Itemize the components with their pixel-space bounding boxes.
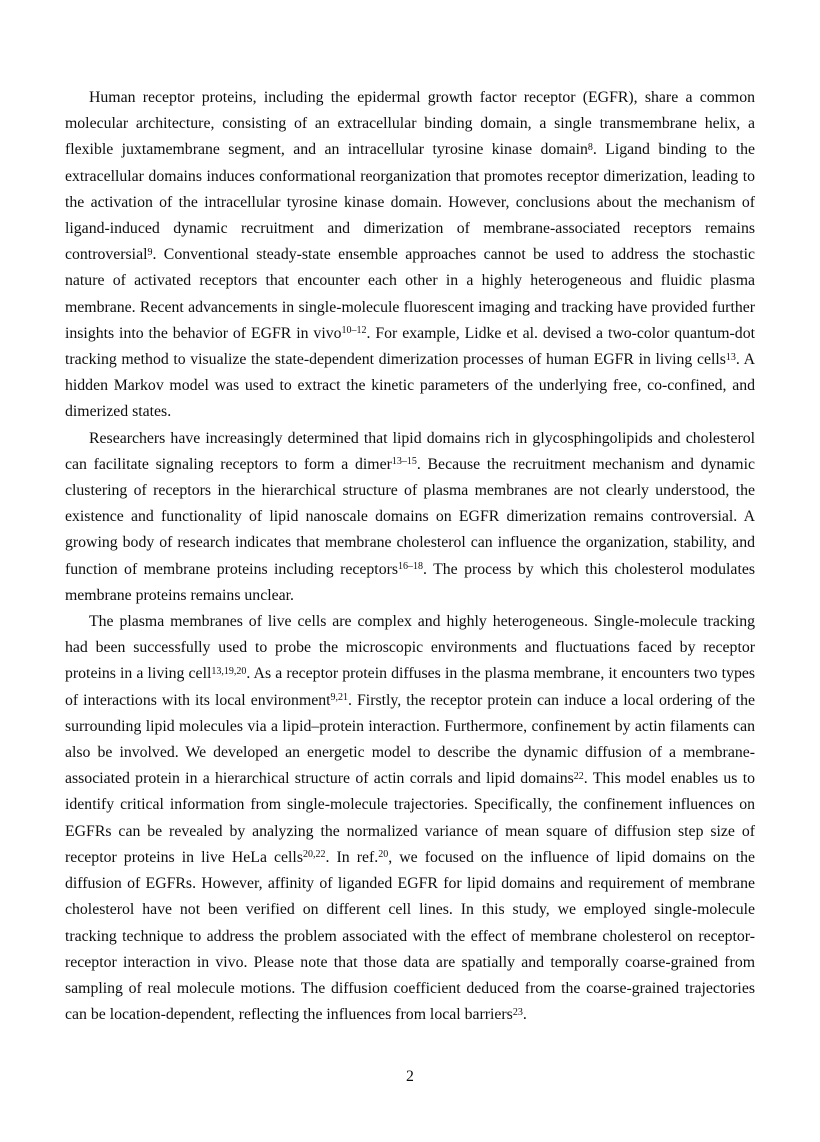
reference-superscript: 10–12	[341, 325, 367, 337]
reference-superscript: 13–15	[391, 456, 417, 468]
text-segment: . A hidden Markov model was used to extract the kinetic parameters of the underlying free, co-confined, and dimerized states.	[65, 351, 755, 421]
paragraph	[65, 426, 755, 609]
reference-superscript: 13	[725, 351, 736, 363]
reference-superscript: 13,19,20	[211, 665, 247, 677]
reference-superscript: 20	[378, 849, 389, 861]
text-segment: . As a receptor protein diffuses in the plasma membrane, it encounters two types of interactions with its local environment	[65, 665, 756, 709]
reference-superscript: 23	[512, 1006, 523, 1018]
text-segment: . For example, Lidke et al. devised a two-color quantum-dot tracking method to visualize the state-dependent dimerization processes of human EGFR in living cells	[65, 324, 755, 369]
text-segment: The plasma membranes of live cells are complex and highly heterogeneous. Single-molecule tracking had been successfully used to probe the microscopic environments and fluctuations faced by receptor proteins in a living cell	[65, 613, 755, 683]
text-segment: . Ligand binding to the extracellular domains induces conformational reorganization that promotes receptor dimerization, leading to the activation of the intracellular tyrosine kinase domain. However, conclusions about the mechanism of ligand-induced dynamic recruitment and dimerization of membrane-associated receptors remains controversial	[65, 141, 755, 264]
text-segment: . The process by which this cholesterol modulates membrane proteins remains unclear.	[65, 560, 755, 604]
document-body	[65, 85, 755, 1028]
text-segment: .	[522, 1006, 527, 1024]
text-segment: Human receptor proteins, including the epidermal growth factor receptor (EGFR), share a common molecular architecture, consisting of an extracellular binding domain, a single transmembrane helix, a flexible juxtamembrane segment, and an intracellular tyrosine kinase domain	[65, 89, 755, 159]
text-segment: , we focused on the influence of lipid domains on the diffusion of EGFRs. However, affinity of liganded EGFR for lipid domains and requirement of membrane cholesterol have not been verified on different cell lines. In this study, we employed single-molecule tracking technique to address the problem associated with the effect of membrane cholesterol on receptor-receptor interaction in vivo. Please note that those data are spatially and temporally coarse-grained from sampling of real molecule motions. The diffusion coefficient deduced from the coarse-grained trajectories can be location-dependent, reflecting the influences from local barriers	[65, 848, 755, 1024]
reference-superscript: 20,22	[302, 849, 326, 861]
paragraph	[65, 85, 755, 426]
text-segment: Researchers have increasingly determined that lipid domains rich in glycosphingolipids and cholesterol can facilitate signaling receptors to form a dimer	[65, 429, 755, 473]
text-segment: . In ref.	[325, 848, 379, 866]
reference-superscript: 16–18	[398, 561, 424, 573]
page-number: 2	[406, 1068, 414, 1085]
text-segment: . Conventional steady-state ensemble approaches cannot be used to address the stochastic nature of activated receptors that encounter each other in a highly heterogeneous and fluidic plasma membrane. Recent advancements in single-molecule fluorescent imaging and tracking have provided further insights into the behavior of EGFR in vivo	[65, 246, 755, 342]
reference-superscript: 8	[587, 141, 593, 153]
reference-superscript: 22	[573, 770, 584, 782]
text-segment: . Because the recruitment mechanism and dynamic clustering of receptors in the hierarchical structure of plasma membranes are not clearly understood, the existence and functionality of lipid nanoscale domains on EGFR dimerization remains controversial. A growing body of research indicates that membrane cholesterol can influence the organization, stability, and function of membrane proteins including receptors	[65, 455, 755, 578]
reference-superscript: 9,21	[330, 692, 349, 704]
paragraph	[65, 609, 755, 1028]
reference-superscript: 9	[147, 246, 153, 258]
text-segment: . This model enables us to identify critical information from single-molecule trajectories. Specifically, the confinement influences on EGFRs can be revealed by analyzing the normalized variance of mean square of diffusion step size of receptor proteins in live HeLa cells	[65, 770, 755, 866]
text-segment: . Firstly, the receptor protein can induce a local ordering of the surrounding lipid molecules via a lipid–protein interaction. Furthermore, confinement by actin filaments can also be involved. We developed an energetic model to describe the dynamic diffusion of a membrane-associated protein in a hierarchical structure of actin corrals and lipid domains	[65, 691, 755, 788]
